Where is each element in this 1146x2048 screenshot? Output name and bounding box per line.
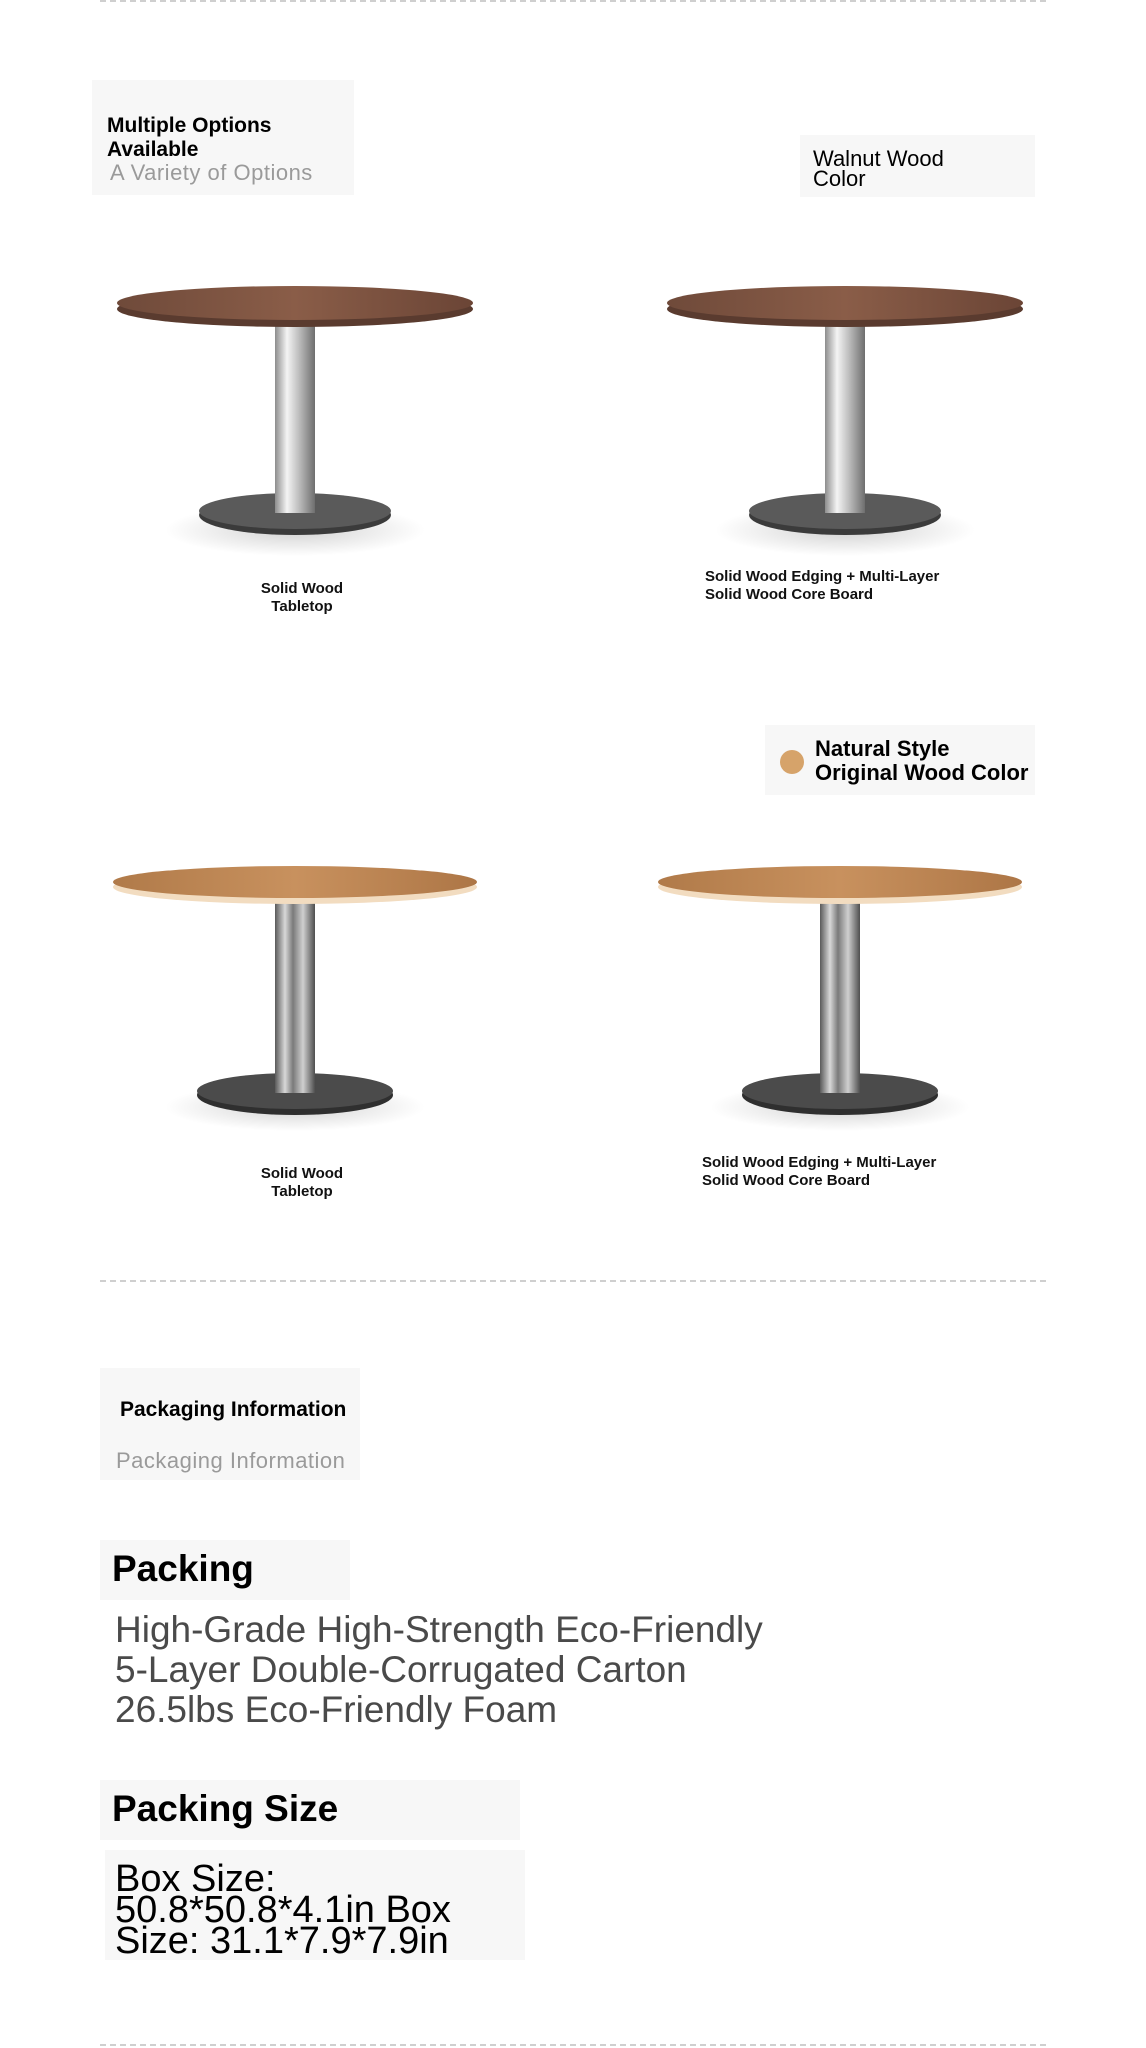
walnut-color-name-line2: Color — [813, 166, 866, 191]
natural-color-name-line1: Natural Style — [815, 736, 950, 761]
walnut-color-label — [800, 135, 1035, 197]
packing-details — [115, 1610, 763, 1730]
packing-line-1: High-Grade High-Strength Eco-Friendly — [115, 1609, 763, 1650]
natural-color-label — [765, 725, 1035, 795]
bottom-divider — [100, 2044, 1046, 2046]
packaging-heading-box — [100, 1368, 360, 1480]
walnut-right-label-line2: Solid Wood Core Board — [705, 586, 874, 603]
packing-heading-box — [100, 1540, 350, 1600]
packaging-subtitle: Packaging Information — [116, 1448, 346, 1473]
options-title: Multiple Options Available — [107, 114, 272, 161]
packing-size-title: Packing Size — [112, 1788, 339, 1829]
packing-title: Packing — [112, 1548, 254, 1589]
natural-color-swatch — [780, 750, 804, 774]
walnut-color-name-line1: Walnut Wood — [813, 146, 944, 171]
natural-layered-table-image — [650, 845, 1030, 1145]
packing-size-heading-box — [100, 1780, 520, 1840]
natural-right-label — [702, 1154, 936, 1190]
walnut-left-label: Solid Wood Tabletop — [260, 580, 344, 615]
section-divider — [100, 1280, 1046, 1282]
packing-size-line-3: Size: 31.1*7.9*7.9in — [115, 1920, 449, 1962]
packaging-title: Packaging Information — [120, 1398, 347, 1421]
packing-size-line-2: 50.8*50.8*4.1in Box — [115, 1889, 451, 1931]
walnut-solid-table-image — [105, 265, 485, 575]
natural-right-label-line2: Solid Wood Core Board — [702, 1172, 871, 1189]
walnut-right-label-line1: Solid Wood Edging + Multi-Layer — [705, 568, 940, 585]
top-divider — [100, 0, 1046, 2]
natural-solid-table-image — [105, 845, 485, 1145]
natural-color-name-line2: Original Wood Color — [815, 760, 1029, 785]
packing-size-details — [105, 1850, 525, 1960]
packing-size-line-1: Box Size: — [115, 1858, 276, 1900]
options-heading-box — [92, 80, 354, 195]
options-subtitle: A Variety of Options — [110, 160, 313, 185]
walnut-right-label — [705, 568, 939, 604]
natural-left-label: Solid Wood Tabletop — [260, 1165, 344, 1200]
packing-line-2: 5-Layer Double-Corrugated Carton — [115, 1649, 687, 1690]
walnut-layered-table-image — [655, 265, 1035, 575]
packing-line-3: 26.5lbs Eco-Friendly Foam — [115, 1689, 558, 1730]
natural-right-label-line1: Solid Wood Edging + Multi-Layer — [702, 1154, 937, 1171]
